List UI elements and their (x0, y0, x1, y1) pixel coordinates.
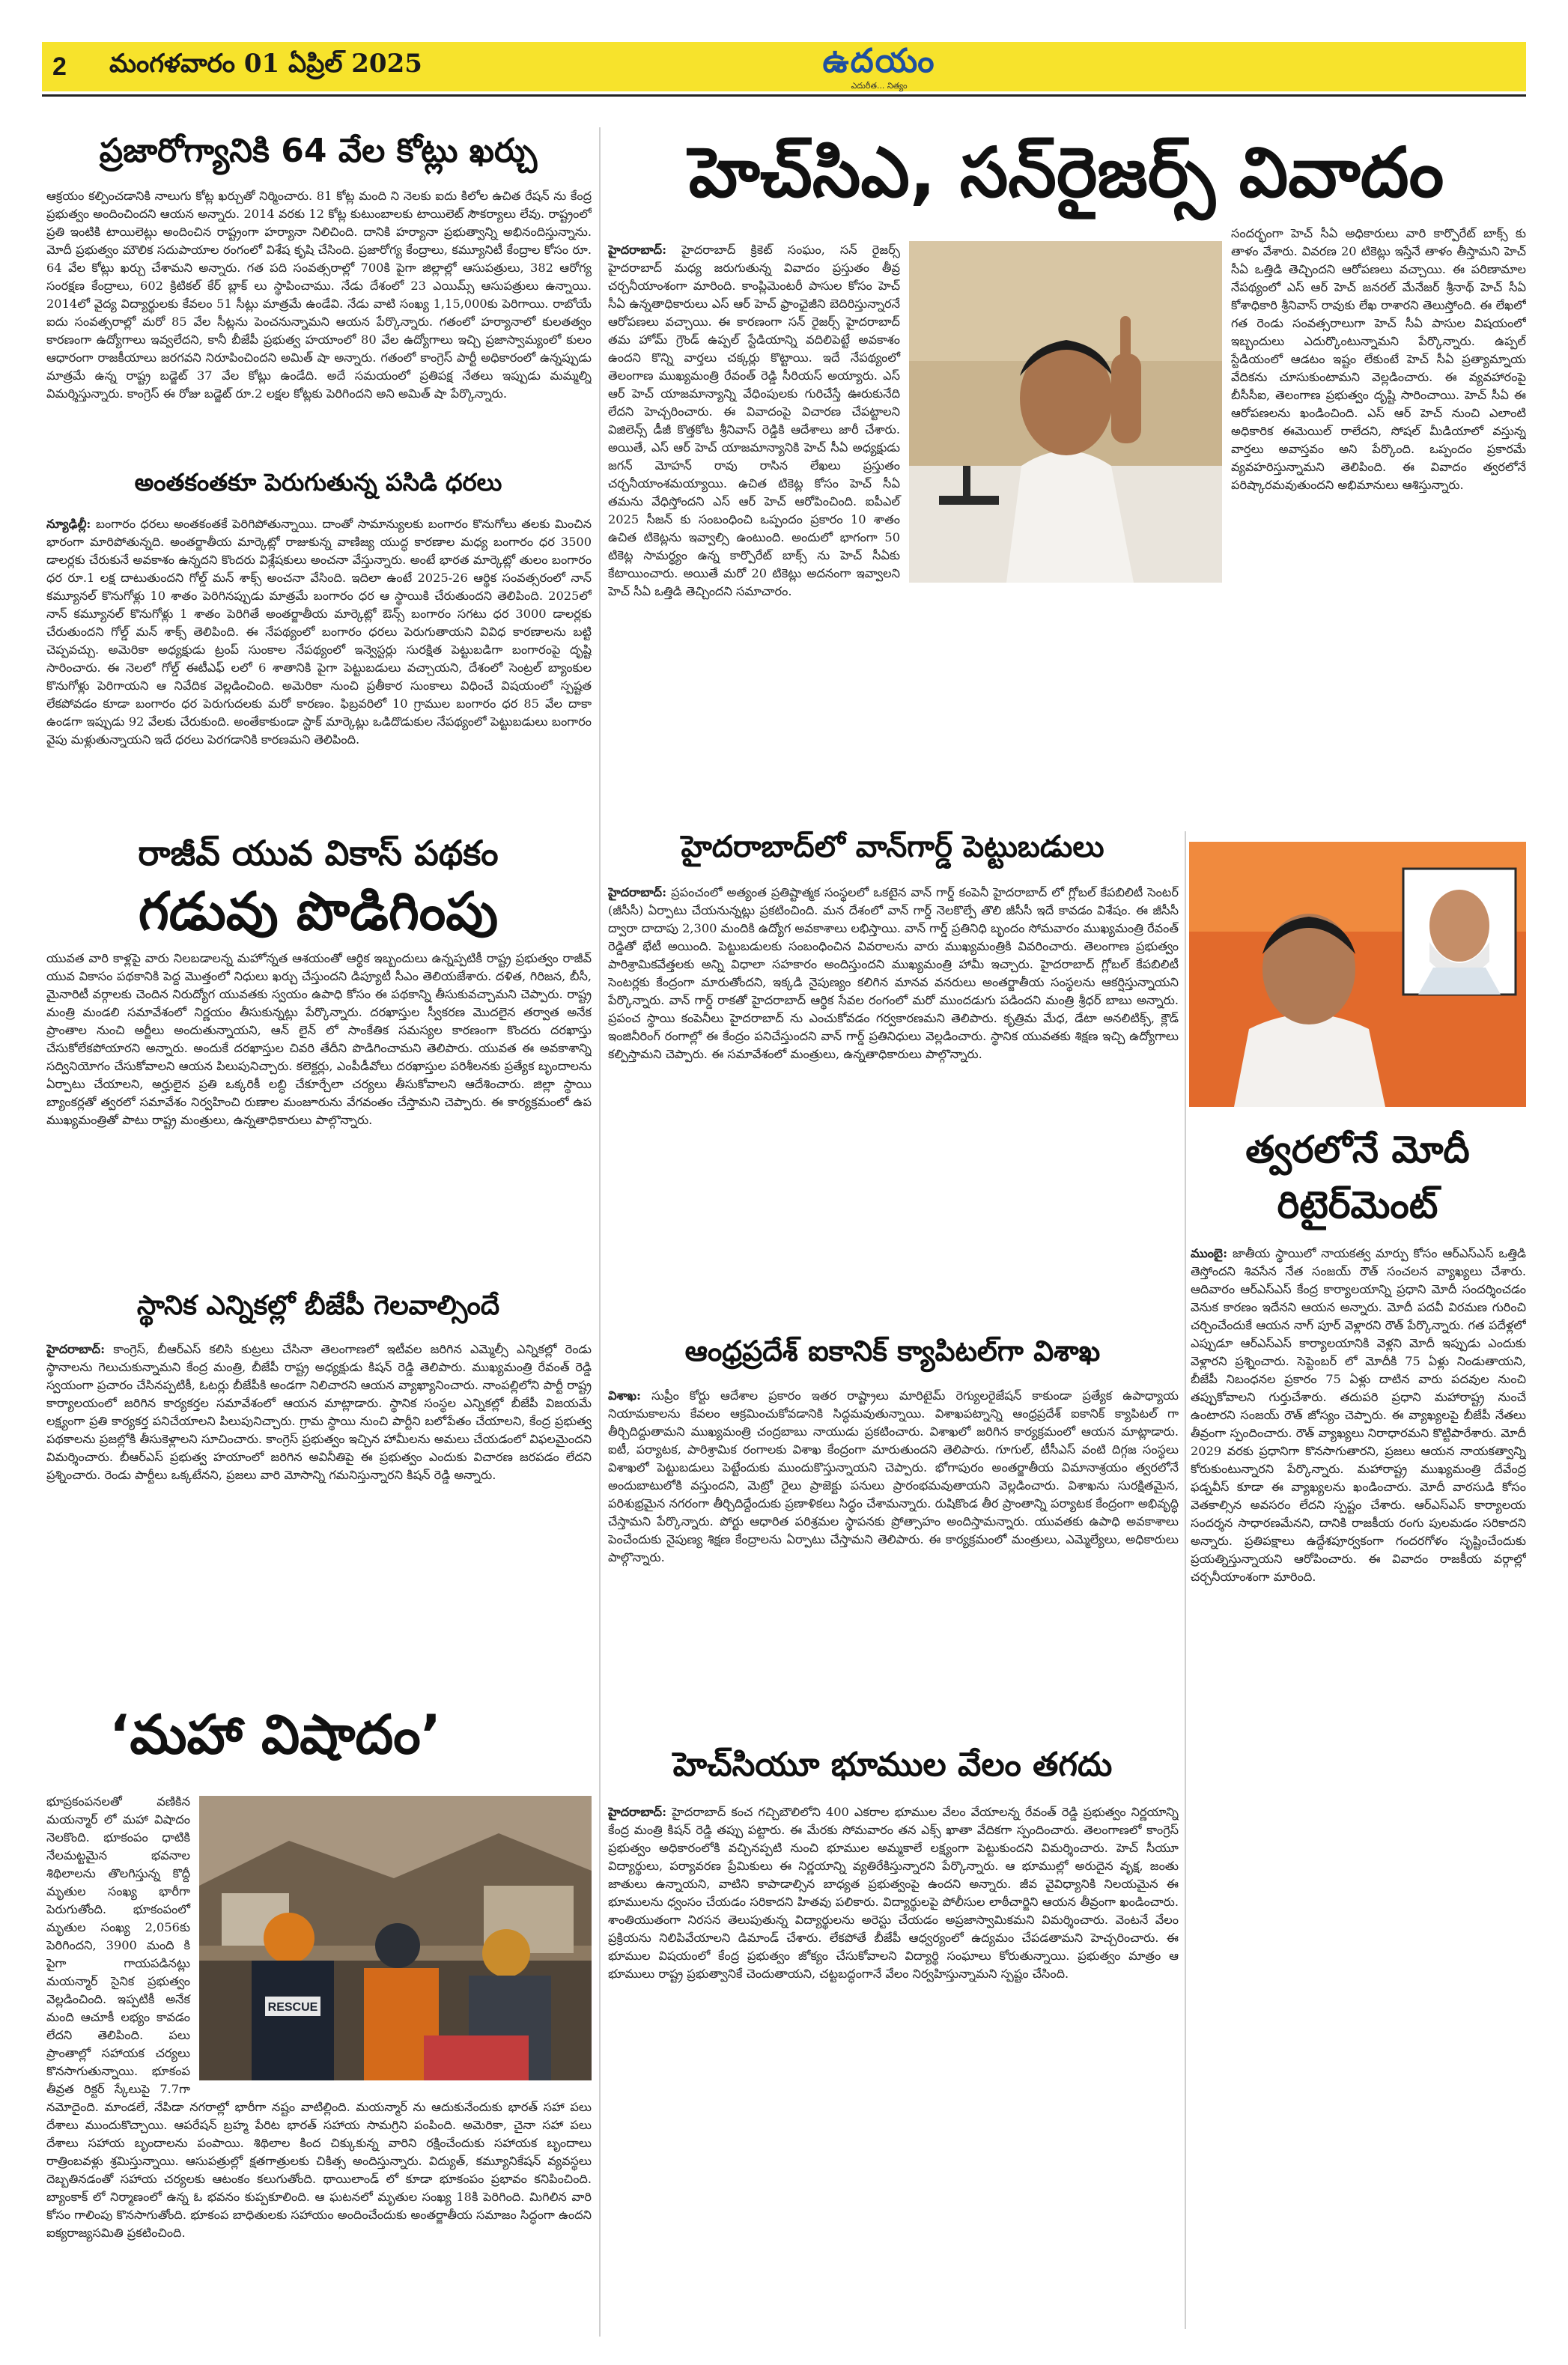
logo-tagline: ఎదురీత... నిత్యం (851, 81, 908, 91)
headline-hca: హెచ్‌సిఎ, సన్‌రైజర్స్ వివాదం (688, 133, 1444, 213)
headline-gold: అంతకంతకూ పెరుగుతున్న పసిడి ధరలు (134, 468, 502, 497)
article-earthquake-body: RESCUE భూప్రకంపనలతో వణికిన మయన్మార్ లో మహా విషాదం నెలకొంది. భూకంపం ధాటికి నేలమట్టమైన భవనాల శిథిలాలను తొలగిస్తున్న కొద్దీ మృతుల సంఖ్య భారీగా పెరుగుతోంది. భూకంపంలో మృతుల సంఖ్య 2,056కు పెరిగిందని, 3900 మంది కి పైగా గాయపడినట్లు మయన్మార్ సైనిక ప్రభుత్వం వెల్లడించింది. ఇప్పటికీ అనేక మంది ఆచూకీ లభ్యం కావడం లేదని తెలిపింది. పలు ప్రాంతాల్లో సహాయక చర్యలు కొనసాగుతున్నాయి. భూకంప తీవ్రత రిక్టర్ స్కేలుపై 7.7గా నమోదైంది. మాండలే, నేపిడా నగరాల్లో భారీగా నష్టం వాటిల్లింది. మయన్మార్ ను ఆదుకునేందుకు భారత్ సహా పలు దేశాలు ముందుకొచ్చాయి. ఆపరేషన్ బ్రహ్మ పేరిట భారత్ సహాయ సామగ్రిని పంపింది. అమెరికా, చైనా సహా పలు దేశాలు సహాయ బృందాలను పంపాయి. శిథిలాల కింద చిక్కుకున్న వారిని రక్షించేందుకు సహాయక బృందాలు రాత్రింబవళ్లు శ్రమిస్తున్నాయి. ఆసుపత్రుల్లో క్షతగాత్రులకు చికిత్స అందిస్తున్నారు. విద్యుత్, కమ్యూనికేషన్ వ్యవస్థలు దెబ్బతినడంతో సహాయ చర్యలకు ఆటంకం కలుగుతోంది. థాయిలాండ్ లో కూడా భూకంపం ప్రభావం కనిపించింది. బ్యాంకాక్ లో నిర్మాణంలో ఉన్న ఓ భవనం కుప్పకూలింది. ఆ ఘటనలో మృతుల సంఖ్య 18కి పెరిగింది. మిగిలిన వారి కోసం గాలింపు కొనసాగుతోంది. భూకంప బాధితులకు సహాయం అందించేందుకు అంతర్జాతీయ సమాజం సిద్ధంగా ఉందని ఐక్యరాజ్యసమితి ప్రకటించింది. (46, 1794, 592, 2240)
article-gold-body: న్యూఢిల్లీ: బంగారం ధరలు అంతకంతకే పెరిగిపోతున్నాయి. దాంతో సామాన్యులకు బంగారం కొనుగోలు తలకు మించిన భారంగా మారిపోతున్నది. అంతర్జాతీయ మార్కెట్లో రాజుకున్న వాణిజ్య యుద్ధ కారణాల మధ్య బంగారం ధర 3500 డాలర్లకు చేరుకునే అవకాశం ఉన్నదని కొందరు విశ్లేషకులు అంచనా వేస్తున్నారు. అంటే భారత మార్కెట్లో తులం బంగారం ధర రూ.1 లక్ష దాటుతుందని గోల్డ్ మన్ శాక్స్ అంచనా వేసింది. ఇదిలా ఉంటే 2025-26 ఆర్థిక సంవత్సరంలో నాన్ కమ్యూనల్ కొనుగోళ్లు 10 శాతం పెరిగినప్పుడు మాత్రమే బంగారం ధర ఆ స్థాయికి చేరుతుందని తెలిపింది. 2025లో నాన్ కమ్యూనల్ కొనుగోళ్లు 1 శాతం పెరిగితే అంతర్జాతీయ మార్కెట్లో ఔన్స్ బంగారం సగటు ధర 3000 డాలర్లకు చేరుతుందని గోల్డ్ మన్ శాక్స్ తెలిపింది. ఈ నేపథ్యంలో బంగారం ధరలు పెరుగుతాయని వివిధ కారణాలను బట్టి చెప్పవచ్చు. అమెరికా అధ్యక్షుడు ట్రంప్ సుంకాల నేపథ్యంలో ఇన్వెస్టర్లు సురక్షిత పెట్టుబడిగా బంగారంపై దృష్టి సారించారు. ఈ నెలలో గోల్డ్ ఈటీఎఫ్ లలో 6 శాతానికి పైగా పెట్టుబడులు వచ్చాయని, దేశంలో సెంట్రల్ బ్యాంకుల కొనుగోళ్లు పెరిగాయని ఆ నివేదిక వెల్లడించింది. అమెరికా నుంచి ప్రతీకార సుంకాలు విధించే విషయంలో స్పష్టత లేకపోవడం కూడా బంగారం ధర పెరుగుదలకు మరో కారణం. ఫిబ్రవరిలో 10 గ్రాముల బంగారం ధర 85 వేల దాకా ఉండగా ఇప్పుడు 92 వేలకు చేరుకుంది. అంతేకాకుండా స్టాక్ మార్కెట్లు ఒడిదొడుకుల నేపథ్యంలో పెట్టుబడులు బంగారం వైపు మళ్లుతున్నాయని ఇదే ధరలు పెరగడానికి కారణమని తెలిపింది. (46, 517, 592, 747)
dateline: హైదరాబాద్: (608, 885, 667, 899)
article-rajiv-body: యువత వారి కాళ్లపై వారు నిలబడాలన్న మహోన్నత ఆశయంతో ఆర్థిక ఇబ్బందులు ఉన్నప్పటికీ రాష్ట్ర ప్రభుత్వం రాజీవ్ యువ వికాసం పథకానికి పెద్ద మొత్తంలో నిధులు ఖర్చు చేస్తుందని డిప్యూటీ సీఎం తెలియజేశారు. దళిత, గిరిజన, బీసీ, మైనారిటీ వర్గాలకు చెందిన నిరుద్యోగ యువతకు స్వయం ఉపాధి కోసం ఈ పథకాన్ని తీసుకువచ్చామని చెప్పారు. రాష్ట్ర మంత్రి మండలి సమావేశంలో నిర్ణయం తీసుకున్నట్లు పేర్కొన్నారు. దరఖాస్తుల స్వీకరణ మొదలైన తర్వాత అనేక ప్రాంతాల నుంచి అర్జీలు అందుతున్నాయని, ఆన్ లైన్ లో సాంకేతిక సమస్యల కారణంగా కొందరు దరఖాస్తు చేసుకోలేకపోయారని అన్నారు. అందుకే దరఖాస్తుల చివరి తేదీని పొడిగించామని తెలిపారు. యువత ఈ అవకాశాన్ని సద్వినియోగం చేసుకోవాలని ఆయన పిలుపునిచ్చారు. కలెక్టర్లు, ఎంపీడీవోలు దరఖాస్తుల పరిశీలనకు ప్రత్యేక బృందాలను ఏర్పాటు చేయాలని, అర్హులైన ప్రతి ఒక్కరికీ లబ్ధి చేకూర్చేలా చర్యలు తీసుకోవాలని ఆదేశించారు. జిల్లా స్థాయి బ్యాంకర్లతో త్వరలో సమావేశం నిర్వహించి రుణాల మంజూరును వేగవంతం చేస్తామని చెప్పారు. ఈ కార్యక్రమంలో ఉప ముఖ్యమంత్రితో పాటు రాష్ట్ర మంత్రులు, ఉన్నతాధికారులు పాల్గొన్నారు. (46, 951, 592, 1127)
dateline: హైదరాబాద్: (46, 1342, 106, 1356)
page-number: 2 (52, 52, 67, 81)
headline-bjp: స్థానిక ఎన్నికల్లో బీజేపీ గెలవాల్సిందే (136, 1290, 500, 1321)
column-separator (1185, 831, 1186, 2329)
article-bjp-body: హైదరాబాద్: కాంగ్రెస్, బీఆర్ఎస్ కలిసి కుట్రలు చేసినా తెలంగాణలో ఇటీవల జరిగిన ఎమ్మెల్సీ ఎన్నికల్లో రెండు స్థానాలను గెలుచుకున్నామని కేంద్ర మంత్రి, బీజేపీ రాష్ట్ర అధ్యక్షుడు కిషన్ రెడ్డి తెలిపారు. ముఖ్యమంత్రి రేవంత్ రెడ్డి స్వయంగా ప్రచారం చేసినప్పటికీ, ఓటర్లు బీజేపీకి అండగా నిలిచారని ఆయన వ్యాఖ్యానించారు. నాంపల్లిలోని పార్టీ రాష్ట్ర కార్యాలయంలో జరిగిన కార్యకర్తల సమావేశంలో ఆయన మాట్లాడారు. స్థానిక సంస్థల ఎన్నికల్లో బీజేపీ విజయమే లక్ష్యంగా ప్రతి కార్యకర్త పనిచేయాలని పిలుపునిచ్చారు. గ్రామ స్థాయి నుంచి పార్టీని బలోపేతం చేయాలని, కేంద్ర ప్రభుత్వ పథకాలను ప్రజల్లోకి తీసుకెళ్లాలని సూచించారు. కాంగ్రెస్ ప్రభుత్వం ఇచ్చిన హామీలను అమలు చేయడంలో విఫలమైందని విమర్శించారు. బీఆర్ఎస్ ప్రభుత్వ హయాంలో జరిగిన అవినీతిపై ఈ ప్రభుత్వం ఎందుకు విచారణ జరపడం లేదని ప్రశ్నించారు. రెండు పార్టీలు ఒక్కటేనని, ప్రజలు వారి మోసాన్ని గమనిస్తున్నారని కిషన్ రెడ్డి అన్నారు. (46, 1342, 592, 1482)
dateline: న్యూఢిల్లీ: (46, 517, 91, 531)
headline-hcu: హెచ్‌సియూ భూముల వేలం తగదు (672, 1746, 1113, 1784)
cm-photo-image (909, 241, 1222, 583)
headline-health: ప్రజారోగ్యానికి 64 వేల కోట్లు ఖర్చు (99, 132, 538, 170)
issue-date: మంగళవారం 01 ఏప్రిల్ 2025 (109, 49, 422, 79)
headline-vanguard: హైదరాబాద్‌లో వాన్‌గార్డ్ పెట్టుబడులు (681, 830, 1104, 864)
rescue-photo-image (199, 1796, 592, 2080)
article-visakha-body: విశాఖ: సుప్రీం కోర్టు ఆదేశాల ప్రకారం ఇతర రాష్ట్రాలు మారిటైమ్ రెగ్యులరైజేషన్ కాకుండా ప్రత్యేక ఉపాధ్యాయ నియామకాలను కేవలం ఆక్రమించుకోవడానికి సిద్ధమవుతున్నాయి. విశాఖపట్నాన్ని ఆంధ్రప్రదేశ్ ఐకానిక్ క్యాపిటల్ గా తీర్చిదిద్దుతామని ముఖ్యమంత్రి చంద్రబాబు నాయుడు ప్రకటించారు. విశాఖలో జరిగిన కార్యక్రమంలో ఆయన మాట్లాడారు. ఐటీ, పర్యాటక, పారిశ్రామిక రంగాలకు విశాఖ కేంద్రంగా మారుతుందని తెలిపారు. గూగుల్, టీసీఎస్ వంటి దిగ్గజ సంస్థలు విశాఖలో పెట్టుబడులు పెట్టేందుకు ముందుకొస్తున్నాయని చెప్పారు. భోగాపురం అంతర్జాతీయ విమానాశ్రయం త్వరలోనే అందుబాటులోకి వస్తుందని, మెట్రో రైలు ప్రాజెక్టు పనులు ప్రారంభమవుతాయని వెల్లడించారు. విశాఖను సురక్షితమైన, పరిశుభ్రమైన నగరంగా తీర్చిదిద్దేందుకు ప్రణాళికలు సిద్ధం చేశామన్నారు. రుషికొండ తీర ప్రాంతాన్ని పర్యాటక కేంద్రంగా అభివృద్ధి చేస్తామని పేర్కొన్నారు. పోర్టు ఆధారిత పరిశ్రమల స్థాపనకు ప్రోత్సాహం అందిస్తామన్నారు. యువతకు ఉపాధి అవకాశాలు పెంచేందుకు నైపుణ్య శిక్షణ కేంద్రాలను ఏర్పాటు చేస్తామని తెలిపారు. ఈ కార్యక్రమంలో మంత్రులు, ఎమ్మెల్యేలు, అధికారులు పాల్గొన్నారు. (608, 1388, 1179, 1564)
article-vanguard-body: హైదరాబాద్: ప్రపంచంలో అత్యంత ప్రతిష్టాత్మక సంస్థలలో ఒకటైన వాన్ గార్డ్ కంపెనీ హైదరాబాద్ లో గ్లోబల్ కేపబిలిటీ సెంటర్ (జీసీసీ) ఏర్పాటు చేయనున్నట్లు ప్రకటించింది. మన దేశంలో వాన్ గార్డ్ నెలకొల్పే తొలి జీసీసీ ఇదే కావడం విశేషం. ఈ జీసీసీ ద్వారా దాదాపు 2,300 మందికి ఉద్యోగ అవకాశాలు లభిస్తాయి. వాన్ గార్డ్ ప్రతినిధి బృందం సోమవారం ముఖ్యమంత్రి రేవంత్ రెడ్డితో భేటీ అయింది. పెట్టుబడులకు సంబంధించిన వివరాలను వారు ముఖ్యమంత్రికి వివరించారు. తెలంగాణ ప్రభుత్వం పారిశ్రామికవేత్తలకు అన్ని విధాలా సహకారం అందిస్తుందని ముఖ్యమంత్రి హామీ ఇచ్చారు. హైదరాబాద్ గ్లోబల్ కేపబిలిటీ సెంటర్లకు కేంద్రంగా మారుతోందని, ఇక్కడి నైపుణ్యం కలిగిన మానవ వనరులు అంతర్జాతీయ సంస్థలను ఆకర్షిస్తున్నాయని పేర్కొన్నారు. వాన్ గార్డ్ రాకతో హైదరాబాద్ ఆర్థిక సేవల రంగంలో మరో ముందడుగు పడిందని మంత్రి శ్రీధర్ బాబు అన్నారు. ప్రపంచ స్థాయి కంపెనీలు హైదరాబాద్ ను ఎంచుకోవడం గర్వకారణమని తెలిపారు. కృత్రిమ మేధ, డేటా అనలిటిక్స్, క్లౌడ్ ఇంజినీరింగ్ రంగాల్లో ఈ కేంద్రం పనిచేస్తుందని వాన్ గార్డ్ ప్రతినిధులు వెల్లడించారు. స్థానిక యువతకు శిక్షణ ఇచ్చి ఉద్యోగాలు కల్పిస్తామని చెప్పారు. ఈ సమావేశంలో మంత్రులు, ఉన్నతాధికారులు పాల్గొన్నారు. (608, 885, 1179, 1061)
headline-rajiv-line1: రాజీవ్ యువ వికాస్ పథకం (138, 833, 499, 873)
article-hca-body-left: హైదరాబాద్: హైదరాబాద్ క్రికెట్ సంఘం, సన్ రైజర్స్ హైదరాబాద్ మధ్య జరుగుతున్న వివాదం ప్రస్తుతం తీవ్ర చర్చనీయాంశంగా మారింది. కాంప్లిమెంటరీ పాసుల కోసం హెచ్ సీఏ ఉన్నతాధికారులు ఎస్ ఆర్ హెచ్ ఫ్రాంఛైజీని బెదిరిస్తున్నారనే ఆరోపణలు వచ్చాయి. ఈ కారణంగా సన్ రైజర్స్ హైదరాబాద్ తమ హోమ్ గ్రౌండ్ ఉప్పల్ స్టేడియాన్ని వదిలిపెట్టే అవకాశం ఉందని కొన్ని వార్తలు చక్కర్లు కొట్టాయి. ఇదే నేపథ్యంలో తెలంగాణ ముఖ్యమంత్రి రేవంత్ రెడ్డి సీరియస్ అయ్యారు. ఎస్ ఆర్ హెచ్ యాజమాన్యాన్ని వేధింపులకు గురిచేస్తే ఊరుకునేది లేదని హెచ్చరించారు. ఈ వివాదంపై విచారణ చేపట్టాలని విజిలెన్స్ డీజీ కొత్తకోట శ్రీనివాస్ రెడ్డికి ఆదేశాలు జారీ చేశారు. అయితే, ఎస్ ఆర్ హెచ్ యాజమాన్యానికి హెచ్ సీఏ అధ్యక్షుడు జగన్ మోహన్ రావు రాసిన లేఖలు ప్రస్తుతం చర్చనీయాంశమయ్యాయి. ఉచిత టికెట్ల కోసం హెచ్ సీఏ తమను వేధిస్తోందని ఎస్ ఆర్ హెచ్ ఆరోపించింది. ఐపీఎల్ 2025 సీజన్ కు సంబంధించి ఒప్పందం ప్రకారం 10 శాతం ఉచిత టికెట్లను ఇవ్వాల్సి ఉంటుంది. అందులో భాగంగా 50 టికెట్ల సామర్థ్యం ఉన్న కార్పొరేట్ బాక్స్ ను హెచ్ సీఏకు కేటాయించారు. అయితే మరో 20 టికెట్లు అదనంగా ఇవ్వాలని హెచ్ సీఏ ఒత్తిడి తెచ్చిందని సమాచారం. (608, 241, 1222, 819)
dateline: విశాఖ: (608, 1388, 641, 1403)
article-hcu-body: హైదరాబాద్: హైదరాబాద్ కంచ గచ్చిబౌలిలోని 400 ఎకరాల భూముల వేలం వేయాలన్న రేవంత్ రెడ్డి ప్రభుత్వం నిర్ణయాన్ని కేంద్ర మంత్రి కిషన్ రెడ్డి తప్పు పట్టారు. ఈ మేరకు సోమవారం తన ఎక్స్ ఖాతా వేదికగా స్పందించారు. తెలంగాణలో కాంగ్రెస్ ప్రభుత్వం అధికారంలోకి వచ్చినప్పటి నుంచి భూముల అమ్మకాలే లక్ష్యంగా పెట్టుకుందని విమర్శించారు. హెచ్ సీయూ విద్యార్థులు, పర్యావరణ ప్రేమికులు ఈ నిర్ణయాన్ని వ్యతిరేకిస్తున్నారని పేర్కొన్నారు. ఆ భూముల్లో అరుదైన వృక్ష, జంతు జాతులు ఉన్నాయని, వాటిని కాపాడాల్సిన బాధ్యత ప్రభుత్వంపై ఉందని అన్నారు. జీవ వైవిధ్యానికి నిలయమైన ఈ భూములను ధ్వంసం చేయడం సరికాదని హితవు పలికారు. విద్యార్థులపై పోలీసుల లాఠీచార్జిని ఆయన తీవ్రంగా ఖండించారు. శాంతియుతంగా నిరసన తెలుపుతున్న విద్యార్థులను అరెస్టు చేయడం అప్రజాస్వామికమని విమర్శించారు. వెంటనే వేలం ప్రక్రియను నిలిపివేయాలని డిమాండ్ చేశారు. లేకపోతే బీజేపీ ఆధ్వర్యంలో ఉద్యమం చేపడతామని హెచ్చరించారు. ఈ భూముల విషయంలో కేంద్ర ప్రభుత్వం జోక్యం చేసుకోవాలని విద్యార్థి సంఘాలు కోరుతున్నాయి. ప్రభుత్వం మాత్రం ఆ భూములు రాష్ట్ర ప్రభుత్వానికే చెందుతాయని, చట్టబద్ధంగానే వేలం నిర్వహిస్తున్నామని స్పష్టం చేసింది. (608, 1805, 1179, 1981)
dateline: హైదరాబాద్: (608, 243, 667, 257)
dateline: హైదరాబాద్: (608, 1805, 667, 1819)
article-hca-body-right: సందర్భంగా హెచ్ సీఏ అధికారులు వారి కార్పొరేట్ బాక్స్ కు తాళం వేశారు. వివరణ 20 టికెట్లు ఇస్తేనే తాళం తీస్తామని హెచ్ సీఏ ఒత్తిడి తెచ్చిందని ఆరోపణలు వచ్చాయి. ఈ పరిణామాల నేపథ్యంలో ఎస్ ఆర్ హెచ్ జనరల్ మేనేజర్ శ్రీనాథ్ హెచ్ సీఏ కోశాధికారి శ్రీనివాస్ రావుకు లేఖ రాశారని తెలుస్తోంది. ఈ లేఖలో గత రెండు సంవత్సరాలుగా హెచ్ సీఏ పాసుల విషయంలో ఇబ్బందులు ఎదుర్కొంటున్నామని పేర్కొన్నారు. ఉప్పల్ స్టేడియంలో ఆడటం ఇష్టం లేకుంటే హెచ్ సీఏ ప్రత్యామ్నాయ వేదికను చూసుకుంటామని వెల్లడించారు. ఈ వ్యవహారంపై బీసీసీఐ, తెలంగాణ ప్రభుత్వం దృష్టి సారించాయి. హెచ్ సీఏ ఈ ఆరోపణలను ఖండించింది. ఎస్ ఆర్ హెచ్ నుంచి ఎలాంటి అధికారిక ఈమెయిల్ రాలేదని, సోషల్ మీడియాలో వస్తున్న వార్తలు అవాస్తవం అని పేర్కొంది. ఒప్పందం ప్రకారమే వ్యవహరిస్తున్నామని తెలిపింది. ఈ వివాదం త్వరలోనే పరిష్కారమవుతుందని అభిమానులు ఆశిస్తున్నారు. (1231, 226, 1526, 492)
masthead-rule (42, 94, 1526, 97)
raut-photo-image (1189, 842, 1526, 1107)
headline-modi-line2: రిటైర్‌మెంట్ (1277, 1183, 1438, 1227)
headline-modi-line1: త్వరలోనే మోదీ (1245, 1128, 1470, 1171)
column-separator (599, 127, 601, 2337)
headline-visakha: ఆంధ్రప్రదేశ్ ఐకానిక్ క్యాపిటల్‌గా విశాఖ (684, 1335, 1101, 1367)
masthead-band (42, 42, 1526, 91)
rescue-vest-text: RESCUE (267, 2001, 318, 2014)
raut-photo (1189, 842, 1526, 1107)
article-health-body: ఆక్రయం కల్పించడానికి నాలుగు కోట్ల ఖర్చుతో నిర్మించారు. 81 కోట్ల మంది ని నెలకు ఐదు కిలోల ఉచిత రేషన్ ను కేంద్ర ప్రభుత్వం అందించిందని ఆయన అన్నారు. 2014 వరకు 12 కోట్ల కుటుంబాలకు టాయిలెట్ సౌకర్యాలు లేవు. రాష్ట్రంలో ప్రతి ఇంటికి టాయిలెట్లు అందించిన రాష్ట్రంగా హర్యానా నిలిచింది. దానికి హర్యానా ప్రభుత్వాన్ని అభినందిస్తున్నాను. మోదీ ప్రభుత్వం మౌలిక సదుపాయాల రంగంలో విశేష కృషి చేసింది. ప్రజారోగ్య కేంద్రాలు, కమ్యూనిటీ కేంద్రాల కోసం రూ. 64 వేల కోట్లు ఖర్చు చేశామని అన్నారు. గత పది సంవత్సరాల్లో 700కి పైగా జిల్లాల్లో ఆసుపత్రులు, 382 ఆరోగ్య సంరక్షణ కేంద్రాలు, 602 క్రిటికల్ కేర్ బ్లాక్ లు స్థాపించాము. నేడు దేశంలో 23 ఎయిమ్స్ ఆసుపత్రులు ఉన్నాయి. 2014లో వైద్య విద్యార్థులకు కేవలం 51 సీట్లు మాత్రమే ఉండేవి. నేడు వాటి సంఖ్య 1,15,000కు పెరిగాయి. రాబోయే ఐదు సంవత్సరాల్లో మరో 85 వేల సీట్లను పెంచనున్నామని ఆయన పేర్కొన్నారు. గతంలో హర్యానాలో కులతత్వం కారణంగా ఉద్యోగాలు ఇవ్వలేదని, కానీ బీజేపీ ప్రభుత్వ హయాంలో 80 వేల ఉద్యోగాలు ఇచ్చి ప్రజాస్వామ్యంలో కులం ఆధారంగా రాజకీయాలు జరగవని నిరూపించిందని అమిత్ షా అన్నారు. గతంలో కాంగ్రెస్ పార్టీ అధికారంలో ఉన్నప్పుడు మాత్రమే ఉన్న రాష్ట్ర బడ్జెట్ 37 వేల కోట్లు ఉండేది. అదే సమయంలో ప్రతిపక్ష నేతలు ఇప్పుడు మమ్మల్ని విమర్శిస్తున్నారు. కాంగ్రెస్ ఈ రోజు బడ్జెట్ రూ.2 లక్షల కోట్లకు పెరిగిందని అని అమిత్ షా పేర్కొన్నారు. (46, 189, 592, 401)
dateline: ముంబై: (1191, 1246, 1228, 1260)
headline-earthquake: ‘మహా విషాదం’ (109, 1703, 442, 1766)
earthquake-rescue-photo (199, 1796, 592, 2080)
headline-rajiv-line2: గడువు పొడిగింపు (138, 881, 499, 942)
logo-text: ఉదయం (822, 42, 936, 80)
article-modi-body: ముంబై: జాతీయ స్థాయిలో నాయకత్వ మార్పు కోసం ఆర్ఎస్ఎస్ ఒత్తిడి తెస్తోందని శివసేన నేత సంజయ్ రౌత్ సంచలన వ్యాఖ్యలు చేశారు. ఆదివారం ఆర్ఎస్ఎస్ కేంద్ర కార్యాలయాన్ని ప్రధాని మోదీ సందర్శించడం వెనుక కారణం ఇదేనని ఆయన అన్నారు. మోదీ పదవీ విరమణ గురించి చర్చించేందుకే ఆయన నాగ్ పూర్ వెళ్లారని రౌత్ పేర్కొన్నారు. గత పదేళ్లలో ఎప్పుడూ ఆర్ఎస్ఎస్ కార్యాలయానికి వెళ్లని మోదీ ఇప్పుడు ఎందుకు వెళ్లారని ప్రశ్నించారు. సెప్టెంబర్ లో మోదీకి 75 ఏళ్లు నిండుతాయని, బీజేపీ నిబంధనల ప్రకారం 75 ఏళ్లు దాటిన వారు పదవుల నుంచి తప్పుకోవాలని గుర్తుచేశారు. తదుపరి ప్రధాని మహారాష్ట్ర నుంచే ఉంటారని సంజయ్ రౌత్ జోస్యం చెప్పారు. ఈ వ్యాఖ్యలపై బీజేపీ నేతలు తీవ్రంగా స్పందించారు. రౌత్ వ్యాఖ్యలు నిరాధారమని కొట్టిపారేశారు. మోదీ 2029 వరకు ప్రధానిగా కొనసాగుతారని, ప్రజలు ఆయన నాయకత్వాన్ని కోరుకుంటున్నారని పేర్కొన్నారు. మహారాష్ట్ర ముఖ్యమంత్రి దేవేంద్ర ఫడ్నవీస్ కూడా ఈ వ్యాఖ్యలను ఖండించారు. మోదీ వారసుడి కోసం వెతకాల్సిన అవసరం లేదని స్పష్టం చేశారు. ఆర్ఎస్ఎస్ కార్యాలయ సందర్శన సాధారణమేనని, దానికి రాజకీయ రంగు పులమడం సరికాదని అన్నారు. ప్రతిపక్షాలు ఉద్దేశపూర్వకంగా గందరగోళం సృష్టించేందుకు ప్రయత్నిస్తున్నాయని ఆరోపించారు. ఈ వివాదం రాజకీయ వర్గాల్లో చర్చనీయాంశంగా మారింది. (1191, 1246, 1526, 1584)
cm-revanth-photo (909, 241, 1222, 583)
